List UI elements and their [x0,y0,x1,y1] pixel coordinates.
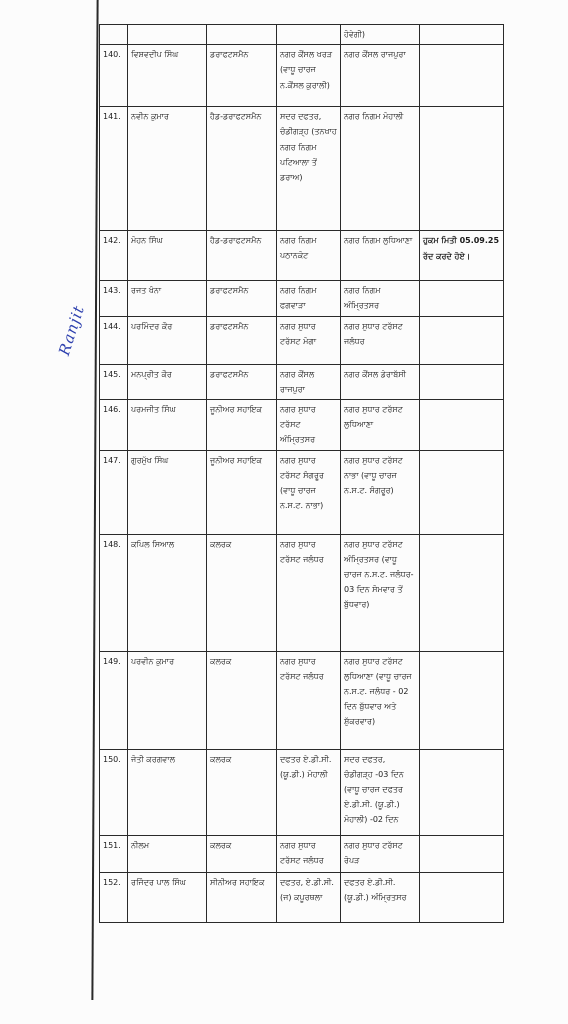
to-posting-cell: ਨਗਰ ਸੁਧਾਰ ਟਰੱਸਟ ਰੋਪੜ [341,835,420,872]
designation-cell: ਸੀਨੀਅਰ ਸਹਾਇਕ [207,872,277,922]
serial-number-cell: 145. [100,364,128,399]
remarks-cell [420,534,504,651]
employee-name-cell: ਜੋਤੀ ਕਰਗਵਾਲ [128,749,207,835]
table-row-continuation [100,25,504,45]
to-posting-cell: ਨਗਰ ਨਿਗਮ ਲੁਧਿਆਣਾ [341,231,420,281]
remarks-cell [420,399,504,450]
table-row [100,835,504,872]
table-row [100,231,504,281]
employee-name-cell: ਮਨਪ੍ਰੀਤ ਕੌਰ [128,364,207,399]
cell-empty [277,25,341,45]
designation-cell: ਕਲਰਕ [207,651,277,749]
cell-empty [207,25,277,45]
designation-cell: ਕਲਰਕ [207,534,277,651]
table-row [100,450,504,534]
serial-number-cell: 140. [100,45,128,107]
table-row [100,45,504,107]
cell-continued-text: ਹੋਵੇਗੀ) [341,25,420,45]
table-row [100,749,504,835]
to-posting-cell: ਨਗਰ ਸੁਧਾਰ ਟਰੱਸਟ ਨਾਭਾ (ਵਾਧੂ ਚਾਰਜ ਨ.ਸ.ਟ. ਸੰਗਰੂਰ) [341,450,420,534]
remarks-cell [420,749,504,835]
employee-name-cell: ਰਜਤ ਖੰਨਾ [128,281,207,316]
serial-number-cell: 147. [100,450,128,534]
remarks-cell: ਹੁਕਮ ਮਿਤੀ 05.09.25 ਰੱਦ ਕਰਦੇ ਹੋਏ। [420,231,504,281]
handwritten-signature: Ranjit [55,302,89,358]
table-row [100,364,504,399]
employee-name-cell: ਪਰਮਿੰਦਰ ਕੌਰ [128,316,207,364]
employee-name-cell: ਨੀਲਮ [128,835,207,872]
table-row [100,399,504,450]
to-posting-cell: ਨਗਰ ਨਿਗਮ ਅੰਮ੍ਰਿਤਸਰ [341,281,420,316]
cell-empty [128,25,207,45]
from-posting-cell: ਨਗਰ ਨਿਗਮ ਫਗਵਾੜਾ [277,281,341,316]
designation-cell: ਡਰਾਫਟਸਮੈਨ [207,45,277,107]
designation-cell: ਹੈਡ-ਡਰਾਫਟਸਮੈਨ [207,107,277,231]
serial-number-cell: 146. [100,399,128,450]
table-row [100,316,504,364]
employee-name-cell: ਨਵੀਨ ਕੁਮਾਰ [128,107,207,231]
designation-cell: ਜੂਨੀਅਰ ਸਹਾਇਕ [207,399,277,450]
remarks-cell [420,872,504,922]
serial-number-cell: 151. [100,835,128,872]
to-posting-cell: ਦਫਤਰ ਏ.ਡੀ.ਸੀ. (ਯੂ.ਡੀ.) ਅੰਮ੍ਰਿਤਸਰ [341,872,420,922]
employee-name-cell: ਰਜਿੰਦਰ ਪਾਲ ਸਿੰਘ [128,872,207,922]
from-posting-cell: ਨਗਰ ਨਿਗਮ ਪਠਾਨਕੋਟ [277,231,341,281]
table-row [100,651,504,749]
serial-number-cell: 150. [100,749,128,835]
from-posting-cell: ਨਗਰ ਸੁਧਾਰ ਟਰੱਸਟ ਜਲੰਧਰ [277,534,341,651]
to-posting-cell: ਨਗਰ ਸੁਧਾਰ ਟਰੱਸਟ ਲੁਧਿਆਣਾ (ਵਾਧੂ ਚਾਰਜ ਨ.ਸ.ਟ. ਜਲੰਧਰ - 02 ਦਿਨ ਬੁੱਧਵਾਰ ਅਤੇ ਸ਼ੁੱਕਰਵਾਰ) [341,651,420,749]
from-posting-cell: ਨਗਰ ਸੁਧਾਰ ਟਰੱਸਟ ਜਲੰਧਰ [277,835,341,872]
serial-number-cell: 142. [100,231,128,281]
from-posting-cell: ਦਫਤਰ ਏ.ਡੀ.ਸੀ. (ਯੂ.ਡੀ.) ਮੋਹਾਲੀ [277,749,341,835]
remarks-cell [420,364,504,399]
employee-name-cell: ਗੁਰਮੁੱਖ ਸਿੰਘ [128,450,207,534]
employee-name-cell: ਵਿਸ਼ਵਦੀਪ ਸਿੰਘ [128,45,207,107]
transfer-table [99,24,504,923]
designation-cell: ਹੈਡ-ਡਰਾਫਟਸਮੈਨ [207,231,277,281]
serial-number-cell: 141. [100,107,128,231]
designation-cell: ਕਲਰਕ [207,835,277,872]
table-row [100,107,504,231]
table-row [100,281,504,316]
from-posting-cell: ਨਗਰ ਸੁਧਾਰ ਟਰੱਸਟ ਜਲੰਧਰ [277,651,341,749]
from-posting-cell: ਨਗਰ ਕੌਂਸਲ ਰਾਜਪੁਰਾ [277,364,341,399]
remarks-cell [420,45,504,107]
designation-cell: ਕਲਰਕ [207,749,277,835]
table-row [100,872,504,922]
cell-empty [420,25,504,45]
remarks-cell [420,450,504,534]
table-row [100,534,504,651]
from-posting-cell: ਨਗਰ ਸੁਧਾਰ ਟਰੱਸਟ ਮੋਗਾ [277,316,341,364]
remarks-cell [420,835,504,872]
serial-number-cell: 149. [100,651,128,749]
to-posting-cell: ਨਗਰ ਸੁਧਾਰ ਟਰੱਸਟ ਅੰਮ੍ਰਿਤਸਰ (ਵਾਧੂ ਚਾਰਜ ਨ.ਸ.ਟ. ਜਲੰਧਰ- 03 ਦਿਨ ਸੋਮਵਾਰ ਤੋਂ ਬੁੱਧਵਾਰ) [341,534,420,651]
from-posting-cell: ਦਫਤਰ, ਏ.ਡੀ.ਸੀ. (ਜ) ਕਪੂਰਥਲਾ [277,872,341,922]
from-posting-cell: ਨਗਰ ਕੌਂਸਲ ਖਰੜ (ਵਾਧੂ ਚਾਰਜ ਨ.ਕੌਂਸਲ ਕੁਰਾਲੀ) [277,45,341,107]
to-posting-cell: ਨਗਰ ਨਿਗਮ ਮੋਹਾਲੀ [341,107,420,231]
designation-cell: ਜੂਨੀਅਰ ਸਹਾਇਕ [207,450,277,534]
serial-number-cell: 148. [100,534,128,651]
to-posting-cell: ਸਦਰ ਦਫਤਰ, ਚੰਡੀਗੜ੍ਹ -03 ਦਿਨ (ਵਾਧੂ ਚਾਰਜ ਦਫਤਰ ਏ.ਡੀ.ਸੀ. (ਯੂ.ਡੀ.) ਮੋਹਾਲੀ) -02 ਦਿਨ [341,749,420,835]
from-posting-cell: ਸਦਰ ਦਫਤਰ, ਚੰਡੀਗੜ੍ਹ (ਤਨਖਾਹ ਨਗਰ ਨਿਗਮ ਪਟਿਆਲਾ ਤੋਂ ਡਰਾਅ) [277,107,341,231]
serial-number-cell: 152. [100,872,128,922]
serial-number-cell: 143. [100,281,128,316]
designation-cell: ਡਰਾਫਟਸਮੈਨ [207,316,277,364]
to-posting-cell: ਨਗਰ ਕੌਂਸਲ ਰਾਜਪੁਰਾ [341,45,420,107]
from-posting-cell: ਨਗਰ ਸੁਧਾਰ ਟਰੱਸਟ ਅੰਮ੍ਰਿਤਸਰ [277,399,341,450]
employee-name-cell: ਕਪਿਲ ਸਿਆਲ [128,534,207,651]
employee-name-cell: ਪਰਮਜੀਤ ਸਿੰਘ [128,399,207,450]
to-posting-cell: ਨਗਰ ਸੁਧਾਰ ਟਰੱਸਟ ਲੁਧਿਆਣਾ [341,399,420,450]
serial-number-cell: 144. [100,316,128,364]
scan-edge-line [91,0,98,1000]
designation-cell: ਡਰਾਫਟਸਮੈਨ [207,281,277,316]
remarks-cell [420,107,504,231]
to-posting-cell: ਨਗਰ ਸੁਧਾਰ ਟਰੱਸਟ ਜਲੰਧਰ [341,316,420,364]
to-posting-cell: ਨਗਰ ਕੌਂਸਲ ਡੇਰਾਬੱਸੀ [341,364,420,399]
remarks-cell [420,281,504,316]
remarks-cell [420,316,504,364]
designation-cell: ਡਰਾਫਟਸਮੈਨ [207,364,277,399]
employee-name-cell: ਮੋਹਨ ਸਿੰਘ [128,231,207,281]
from-posting-cell: ਨਗਰ ਸੁਧਾਰ ਟਰੱਸਟ ਸੰਗਰੂਰ (ਵਾਧੂ ਚਾਰਜ ਨ.ਸ.ਟ. ਨਾਭਾ) [277,450,341,534]
cell-empty [100,25,128,45]
remarks-cell [420,651,504,749]
employee-name-cell: ਪਰਵੀਨ ਕੁਮਾਰ [128,651,207,749]
